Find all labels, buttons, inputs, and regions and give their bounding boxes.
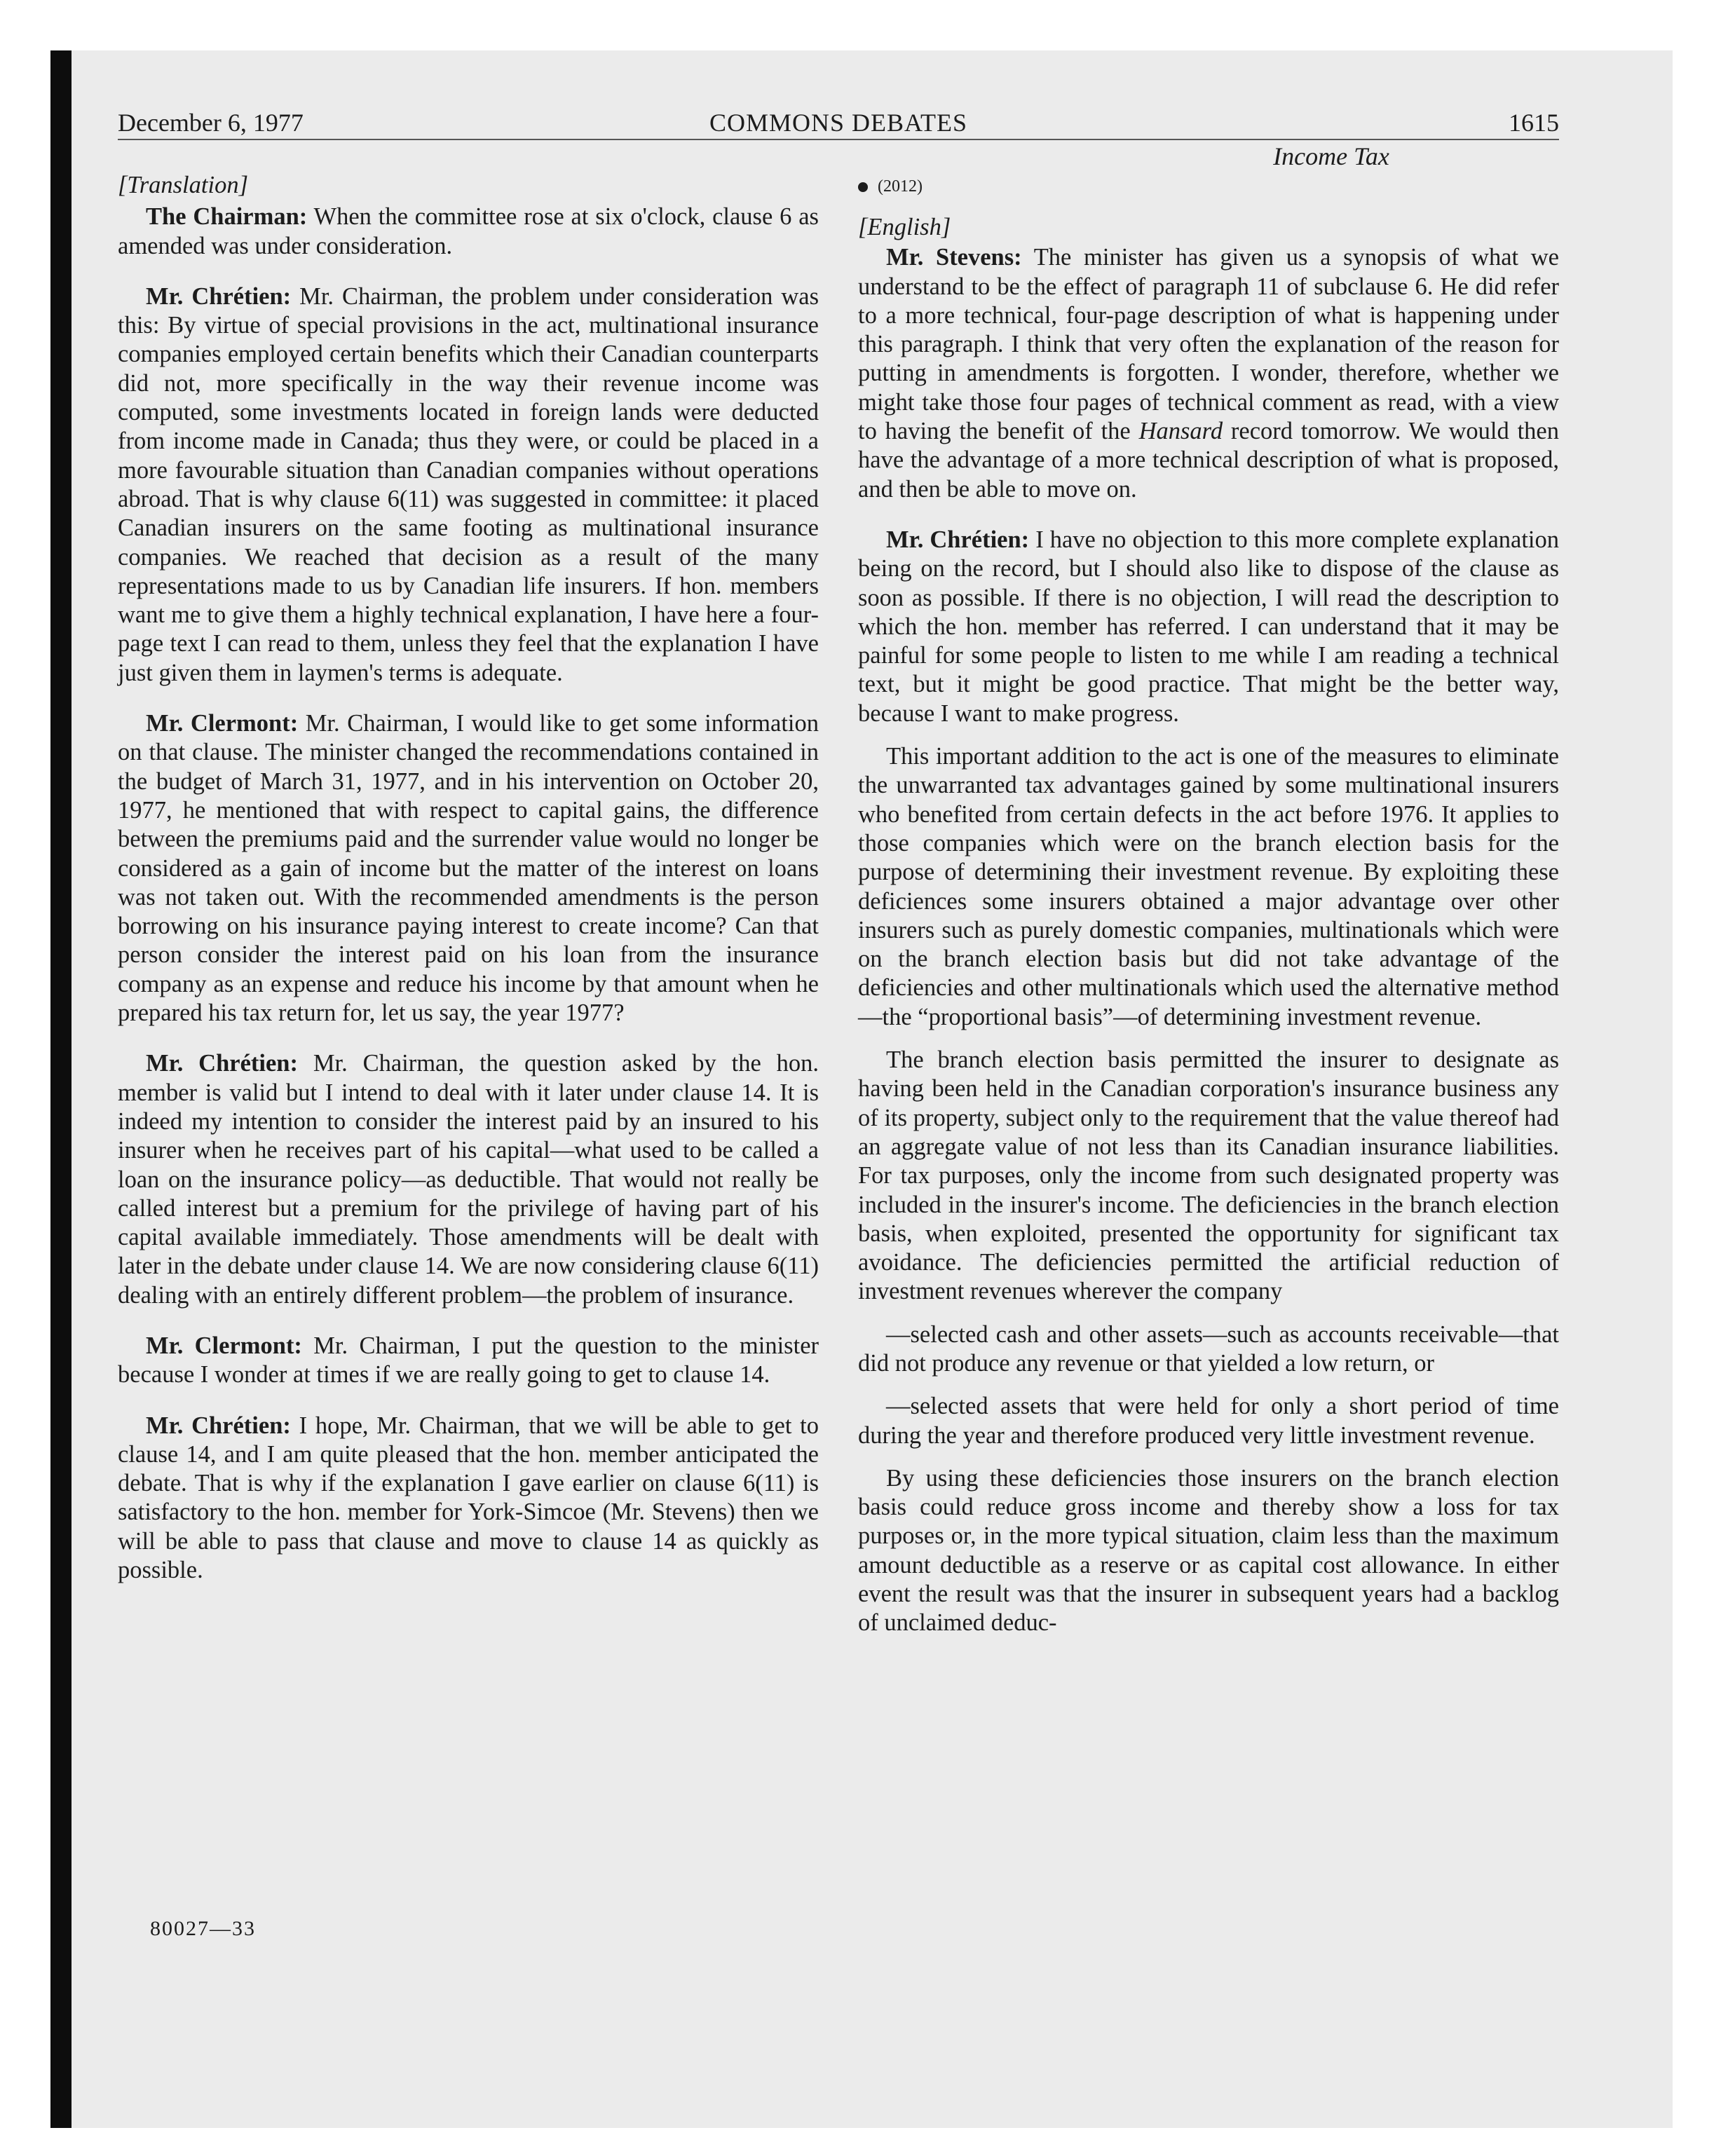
english-tag: [English]: [858, 214, 951, 240]
header-title: COMMONS DEBATES: [709, 109, 968, 137]
scan-edge: [50, 50, 72, 2128]
paragraph: [118, 282, 819, 688]
paragraph: [118, 1412, 819, 1585]
paragraph-text: Mr. Chairman, the question asked by the hon. member is valid but I intend to deal with it later under clause 14. It is indeed my intention to consider the interest paid by an insured to his insurer when he receives part of his capital—what used to be called a loan on the insurance policy—as deductible. That would not really be called interest but a premium for the privilege of having part of his capital available immediately. Those amendments will be dealt with later in the debate under clause 14. We are now considering clause 6(11) dealing with an entirely different problem—the problem of insurance.: [118, 1050, 819, 1309]
time-marker-text: (2012): [878, 177, 923, 196]
speaker-name: Mr. Clermont:: [146, 710, 299, 737]
paragraph-text: record tomorrow. We would then have the advantage of a more technical description of what is proposed, and then be able to move on.: [858, 418, 1559, 503]
paragraph: [118, 1049, 819, 1310]
paragraph: —selected assets that were held for only a short period of time during the year and therefore produced very little investment revenue.: [858, 1393, 1559, 1449]
time-marker: [858, 172, 1559, 200]
paragraph: [118, 203, 819, 261]
footer-code: 80027—33: [150, 1917, 256, 1940]
paragraph-text: Mr. Chairman, I would like to get some information on that clause. The minister changed the recommendations contained in the budget of March 31, 1977, and in his intervention on October 20, 1977, he mentioned that with respect to capital gains, the difference between the premiums paid and the surrender value would no longer be considered as a gain of income but the matter of the interest on loans was not taken out. With the recommended amendments is the person borrowing on his insurance paying interest to create income? Can that person consider the interest paid on his loan from the insurance company as an expense and reduce his income by that amount when he prepared his tax return for, let us say, the year 1977?: [118, 710, 819, 1027]
header-date: December 6, 1977: [118, 109, 304, 137]
speaker-name: Mr. Chrétien:: [146, 1412, 291, 1439]
left-column: [118, 140, 819, 1585]
paragraph-text: Mr. Chairman, the problem under consideration was this: By virtue of special provisions in the act, multinational insurance companies employed certain benefits which their Canadian counterparts did not, more specifically in the way their revenue income was computed, some investments located in foreign lands were deducted from income made in Canada; thus they were, or could be placed in a more favourable situation than Canadian companies without operations abroad. That is why clause 6(11) was suggested in committee: it placed Canadian insurers on the same footing as multinational insurance companies. We reached that decision as a result of the many representations made to us by Canadian life insurers. If hon. members want me to give them a highly technical explanation, I have here a four-page text I can read to them, unless they feel that the explanation I have just given them in laymen's terms is adequate.: [118, 282, 819, 686]
paragraph-text: The minister has given us a synopsis of what we understand to be the effect of paragraph 11 of subclause 6. He did refer to a more technical, four-page description of what is happening under this paragraph. I think that very often the explanation of the reason for putting in amendments is forgotten. I wonder, therefore, whether we might take those four pages of technical comment as read, with a view to having the benefit of the: [858, 244, 1559, 445]
paragraph: The branch election basis permitted the insurer to designate as having been held in the Canadian corporation's insurance business any of its property, subject only to the requirement that the value thereof had an aggregate value of not less than its Canadian insurance liabilities. For tax purposes, only the income from such designated property was included in the insurer's income. The deficiencies in the branch election basis, when exploited, presented the opportunity for significant tax avoidance. The deficiencies permitted the artificial reduction of investment revenues wherever the company: [858, 1046, 1559, 1305]
right-column: [858, 140, 1559, 1638]
paragraph: —selected cash and other assets—such as accounts receivable—that did not produce any revenue or that yielded a low return, or: [858, 1321, 1559, 1377]
speaker-name: Mr. Chrétien:: [886, 526, 1030, 553]
paragraph: [858, 526, 1559, 728]
paragraph: By using these deficiencies those insurers on the branch election basis could reduce gross income and thereby show a loss for tax purposes or, in the more typical situation, claim less than the maximum amount deductible as a reserve or as capital cost allowance. In either event the result was that the insurer in subsequent years had a backlog of unclaimed deduc-: [858, 1464, 1559, 1637]
speaker-name: The Chairman:: [146, 203, 308, 231]
paragraph-text: I have no objection to this more complete explanation being on the record, but I should also like to dispose of the clause as soon as possible. If there is no objection, I will read the description to which the hon. member has referred. I can understand that it may be painful for some people to listen to me while I am reading a technical text, but it might be good practice. That might be the better way, because I want to make progress.: [858, 526, 1560, 727]
speaker-name: Mr. Chrétien:: [146, 1050, 298, 1077]
section-heading: Income Tax: [1273, 142, 1389, 170]
speaker-name: Mr. Chrétien:: [146, 282, 292, 310]
page-header: [118, 107, 1559, 140]
hansard-title: Hansard: [1138, 418, 1223, 445]
paragraph: [118, 1332, 819, 1390]
paragraph-text: I hope, Mr. Chairman, that we will be able to get to clause 14, and I am quite pleased that the hon. member anticipated the debate. That is why if the explanation I gave earlier on clause 6(11) is satisfactory to the hon. member for York-Simcoe (Mr. Stevens) then we will be able to pass that clause and move to clause 14 as quickly as possible.: [118, 1412, 819, 1584]
paragraph: This important addition to the act is one of the measures to eliminate the unwarranted tax advantages gained by some multinational insurers who benefited from certain defects in the act before 1976. It applies to those companies which were on the branch election basis for the purpose of determining their investment revenue. By exploiting these deficiences some insurers obtained a major advantage over other insurers such as purely domestic companies, multinationals which were on the branch election basis but did not take advantage of the deficiencies and other multinationals which used the alternative method—the “proportional basis”—of determining investment revenue.: [858, 743, 1559, 1030]
page-number: 1615: [1509, 109, 1559, 137]
paragraph-text: Mr. Chairman, I put the question to the minister because I wonder at times if we are really going to get to clause 14.: [118, 1332, 819, 1389]
paragraph: [118, 709, 819, 1028]
paragraph-text: When the committee rose at six o'clock, clause 6 as amended was under consideration.: [118, 203, 819, 259]
paragraph: [858, 243, 1559, 504]
bullet-icon: [858, 182, 868, 192]
speaker-name: Mr. Stevens:: [886, 244, 1022, 271]
translation-tag: [Translation]: [118, 172, 248, 198]
speaker-name: Mr. Clermont:: [146, 1332, 302, 1359]
